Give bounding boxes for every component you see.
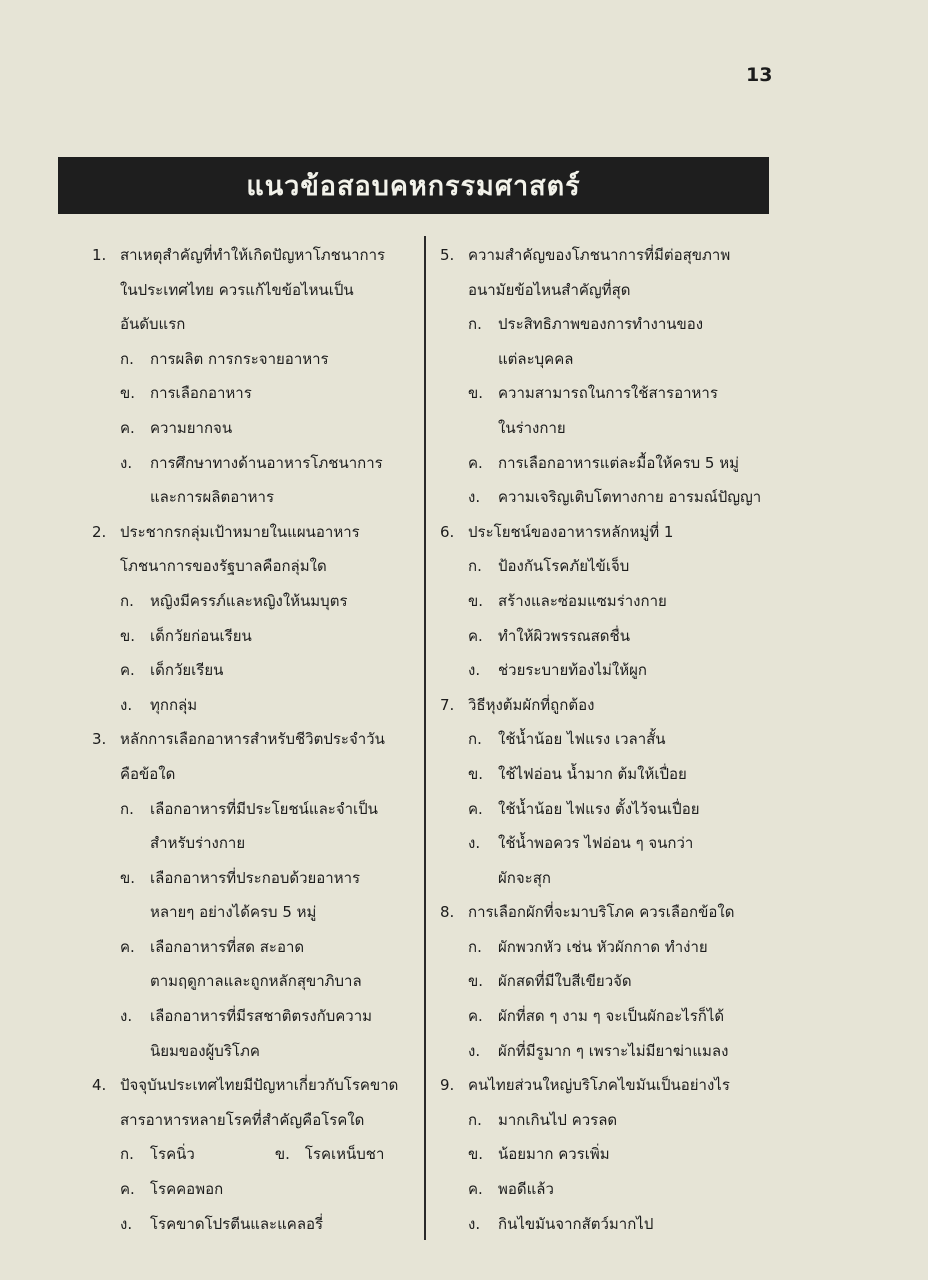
option-text: เด็กวัยเรียน [150, 661, 224, 680]
question-3 [92, 722, 417, 1068]
question-4 [92, 1068, 417, 1241]
question-number: 7. [440, 695, 455, 714]
option-letter: ง. [468, 488, 481, 507]
option-text: ความเจริญเติบโตทางกาย อารมณ์ปัญญา [498, 488, 762, 507]
title-banner [58, 157, 769, 214]
option-letter: ค. [468, 453, 483, 472]
option-letter: ค. [468, 1007, 483, 1026]
option-letter: ง. [120, 1007, 133, 1026]
question-7 [440, 688, 795, 896]
option-letter: ค. [120, 418, 135, 437]
option-letter: ข. [274, 1145, 290, 1164]
question-text: วิธีหุงต้มผักที่ถูกต้อง [468, 695, 595, 714]
question-number: 8. [440, 903, 455, 922]
question-1 [92, 238, 417, 515]
option-text: ทำให้ผิวพรรณสดชื่น [498, 626, 630, 645]
option-letter: ก. [120, 349, 134, 368]
option-text: ผักจะสุก [498, 868, 551, 887]
right-column [440, 238, 795, 1241]
question-number: 2. [92, 522, 107, 541]
option-text: การเลือกอาหารแต่ละมื้อให้ครบ 5 หมู่ [498, 453, 740, 472]
option-text: การศึกษาทางด้านอาหารโภชนาการ [150, 453, 383, 472]
option-letter: ง. [468, 834, 481, 853]
option-letter: ข. [468, 1145, 484, 1164]
option-text: ตามฤดูกาลและถูกหลักสุขาภิบาล [150, 972, 362, 991]
option-text: มากเกินไป ควรลด [498, 1110, 618, 1129]
question-text: สาเหตุสำคัญที่ทำให้เกิดปัญหาโภชนาการ [120, 246, 386, 264]
option-text: เลือกอาหารที่มีรสชาติตรงกับความ [150, 1007, 373, 1026]
option-text: เด็กวัยก่อนเรียน [150, 626, 252, 645]
left-column [92, 238, 417, 1241]
option-letter: ง. [120, 695, 133, 714]
option-text: กินไขมันจากสัตว์มากไป [498, 1214, 654, 1233]
column-divider [424, 236, 426, 1240]
question-text: ในประเทศไทย ควรแก้ไขข้อไหนเป็น [120, 280, 354, 299]
option-text: ในร่างกาย [498, 418, 566, 437]
option-text: ใช้น้ำน้อย ไฟแรง ตั้งไว้จนเปื่อย [498, 799, 700, 818]
option-text: พอดีแล้ว [498, 1180, 554, 1199]
option-text: ใช้น้ำน้อย ไฟแรง เวลาสั้น [498, 730, 666, 749]
option-letter: ก. [120, 1145, 134, 1164]
option-text: โรคนิ่ว [150, 1145, 195, 1164]
option-text: หญิงมีครรภ์และหญิงให้นมบุตร [150, 591, 348, 610]
option-text: โรคคอพอก [150, 1180, 224, 1199]
question-2 [92, 515, 417, 723]
option-text: และการผลิตอาหาร [150, 488, 274, 507]
option-letter: ง. [468, 1214, 481, 1233]
option-text: ผักที่สด ๆ งาม ๆ จะเป็นผักอะไรก็ได้ [498, 1007, 725, 1026]
page-number: 13 [746, 64, 773, 86]
question-text: คนไทยส่วนใหญ่บริโภคไขมันเป็นอย่างไร [468, 1076, 730, 1095]
question-number: 5. [440, 246, 455, 264]
option-letter: ง. [120, 1214, 133, 1233]
option-letter: ข. [468, 591, 484, 610]
option-text: ป้องกันโรคภัยไข้เจ็บ [498, 557, 630, 576]
option-text: ใช้ไฟอ่อน น้ำมาก ต้มให้เปื่อย [498, 764, 687, 783]
question-text: สารอาหารหลายโรคที่สำคัญคือโรคใด [120, 1110, 365, 1129]
option-text: ผักที่มีรูมาก ๆ เพราะไม่มียาฆ่าแมลง [498, 1041, 729, 1060]
question-text: ความสำคัญของโภชนาการที่มีต่อสุขภาพ [468, 246, 731, 264]
option-text: สร้างและซ่อมแซมร่างกาย [498, 591, 667, 610]
question-text: โภชนาการของรัฐบาลคือกลุ่มใด [120, 557, 327, 576]
option-letter: ก. [468, 937, 482, 956]
option-letter: ก. [468, 730, 482, 749]
option-letter: ก. [120, 799, 134, 818]
option-letter: ข. [120, 384, 136, 403]
option-letter: ก. [468, 1110, 482, 1129]
option-letter: ค. [120, 661, 135, 680]
option-letter: ข. [120, 868, 136, 887]
question-6 [440, 515, 795, 688]
question-text: ปัจจุบันประเทศไทยมีปัญหาเกี่ยวกับโรคขาด [120, 1076, 399, 1095]
question-text: คือข้อใด [120, 764, 176, 783]
option-letter: ข. [120, 626, 136, 645]
option-text: ทุกกลุ่ม [150, 695, 198, 714]
option-text: น้อยมาก ควรเพิ่ม [498, 1145, 610, 1164]
question-5 [440, 238, 795, 515]
option-text: แต่ละบุคคล [498, 349, 574, 368]
question-text: ประชากรกลุ่มเป้าหมายในแผนอาหาร [120, 522, 360, 541]
option-text: โรคเหน็บชา [304, 1145, 385, 1164]
option-letter: ก. [120, 591, 134, 610]
option-text: หลายๆ อย่างได้ครบ 5 หมู่ [150, 903, 317, 922]
option-text: ประสิทธิภาพของการทำงานของ [498, 315, 704, 334]
option-letter: ค. [468, 626, 483, 645]
option-text: นิยมของผู้บริโภค [150, 1041, 260, 1060]
page-title: แนวข้อสอบคหกรรมศาสตร์ [246, 171, 581, 202]
question-text: หลักการเลือกอาหารสำหรับชีวิตประจำวัน [120, 730, 385, 749]
option-text: การเลือกอาหาร [150, 384, 252, 403]
question-number: 9. [440, 1076, 455, 1095]
option-letter: ค. [468, 799, 483, 818]
option-letter: ง. [120, 453, 133, 472]
question-8 [440, 895, 795, 1068]
option-letter: ค. [120, 937, 135, 956]
option-letter: ข. [468, 972, 484, 991]
question-9 [440, 1068, 795, 1241]
question-text: ประโยชน์ของอาหารหลักหมู่ที่ 1 [468, 522, 674, 541]
option-text: โรคขาดโปรตีนและแคลอรี่ [150, 1214, 324, 1233]
question-text: การเลือกผักที่จะมาบริโภค ควรเลือกข้อใด [468, 903, 735, 922]
option-letter: ค. [468, 1180, 483, 1199]
option-text: เลือกอาหารที่ประกอบด้วยอาหาร [150, 868, 361, 887]
option-letter: ค. [120, 1180, 135, 1199]
option-text: ผักสดที่มีใบสีเขียวจัด [498, 972, 632, 991]
question-text: อนามัยข้อไหนสำคัญที่สุด [468, 280, 631, 299]
option-text: ใช้น้ำพอควร ไฟอ่อน ๆ จนกว่า [498, 834, 694, 853]
option-text: ช่วยระบายท้องไม่ให้ผูก [498, 661, 647, 680]
option-text: ความยากจน [150, 418, 233, 437]
option-text: สำหรับร่างกาย [150, 834, 246, 853]
option-letter: ข. [468, 764, 484, 783]
option-text: เลือกอาหารที่มีประโยชน์และจำเป็น [150, 799, 378, 818]
option-text: ผักพวกหัว เช่น หัวผักกาด ทำง่าย [498, 937, 708, 956]
question-number: 6. [440, 522, 455, 541]
question-text: อันดับแรก [120, 315, 186, 334]
option-text: ความสามารถในการใช้สารอาหาร [498, 384, 718, 403]
option-letter: ก. [468, 315, 482, 334]
option-text: การผลิต การกระจายอาหาร [150, 349, 329, 368]
option-letter: ข. [468, 384, 484, 403]
option-letter: ง. [468, 1041, 481, 1060]
option-text: เลือกอาหารที่สด สะอาด [150, 937, 305, 956]
option-letter: ง. [468, 661, 481, 680]
option-letter: ก. [468, 557, 482, 576]
question-number: 1. [92, 246, 107, 264]
question-number: 4. [92, 1076, 107, 1095]
question-number: 3. [92, 730, 107, 749]
